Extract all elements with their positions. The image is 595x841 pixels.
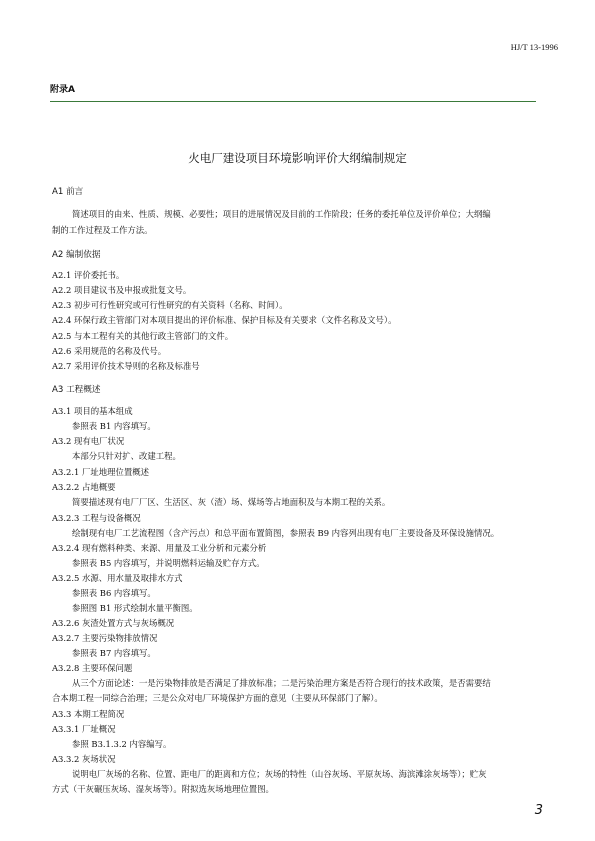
list-item: A2.1 评价委托书。 xyxy=(52,270,125,280)
subsection-heading: A3.3.2 灰场状况 xyxy=(52,754,116,764)
document-title: 火电厂建设项目环境影响评价大纲编制规定 xyxy=(188,151,407,165)
appendix-label: 附录A xyxy=(50,85,75,95)
body-line: 方式（干灰碾压灰场、湿灰场等）。附拟选灰场地理位置图。 xyxy=(52,784,274,794)
body-line: 绘制现有电厂工艺流程图（含产污点）和总平面布置简图，参照表 B9 内容列出现有电厂主要设备及环保设施情况。 xyxy=(72,528,500,538)
subsection-heading: A3.2.4 现有燃料种类、来源、用量及工业分析和元素分析 xyxy=(52,543,267,553)
list-item: A2.3 初步可行性研究或可行性研究的有关资料（名称、时间）。 xyxy=(52,300,288,310)
list-item: A2.4 环保行政主管部门对本项目提出的评价标准、保护目标及有关要求（文件名称及文号）。 xyxy=(52,315,397,325)
list-item: A2.7 采用评价技术导则的名称及标准号 xyxy=(52,361,200,371)
body-line: 参照表 B6 内容填写。 xyxy=(72,588,156,598)
body-line: 参照表 B1 内容填写。 xyxy=(72,421,156,431)
body-line: 参照表 B7 内容填写。 xyxy=(72,648,156,658)
body-line: 参照图 B1 形式绘制水量平衡图。 xyxy=(72,603,198,613)
list-item: A2.2 项目建议书及申报或批复文号。 xyxy=(52,285,192,295)
body-line: 从三个方面论述：一是污染物排放是否满足了排放标准；二是污染治理方案是否符合现行的技术政策，是否需要结 xyxy=(72,678,491,688)
body-line: 参照表 B5 内容填写，并说明燃料运输及贮存方式。 xyxy=(72,558,265,568)
body-line: 本部分只针对扩、改建工程。 xyxy=(72,451,181,461)
subsection-heading: A3.2.1 厂址地理位置概述 xyxy=(52,467,150,477)
subsection-heading: A3.2.3 工程与设备概况 xyxy=(52,513,141,523)
header-divider xyxy=(50,101,536,102)
standard-code: HJ/T 13-1996 xyxy=(510,42,558,52)
section-heading-a2: A2 编制依据 xyxy=(52,250,101,260)
section-heading-a1: A1 前言 xyxy=(52,187,84,197)
subsection-heading: A3.1 项目的基本组成 xyxy=(52,406,133,416)
list-item: A2.5 与本工程有关的其他行政主管部门的文件。 xyxy=(52,331,234,341)
body-line: 简述项目的由来、性质、规模、必要性；项目的进展情况及目前的工作阶段；任务的委托单位及评价单位；大纲编 xyxy=(72,209,491,219)
subsection-heading: A3.2.8 主要环保问题 xyxy=(52,663,133,673)
body-line: 制的工作过程及工作方法。 xyxy=(52,225,153,235)
section-heading-a3: A3 工程概述 xyxy=(52,385,101,395)
subsection-heading: A3.2 现有电厂状况 xyxy=(52,436,125,446)
body-line: 参照 B3.1.3.2 内容编写。 xyxy=(72,739,172,749)
subsection-heading: A3.2.5 水源、用水量及取排水方式 xyxy=(52,573,183,583)
subsection-heading: A3.2.7 主要污染物排放情况 xyxy=(52,633,158,643)
body-line: 说明电厂灰场的名称、位置、距电厂的距离和方位；灰场的特性（山谷灰场、平原灰场、海滨滩涂灰场等）；贮灰 xyxy=(72,769,487,779)
body-line: 简要描述现有电厂厂区、生活区、灰（渣）场、煤场等占地面积及与本期工程的关系。 xyxy=(72,497,391,507)
body-line: 合本期工程一同综合治理；三是公众对电厂环境保护方面的意见（主要从环保部门了解）。 xyxy=(52,693,383,703)
page-number: 3 xyxy=(534,803,543,818)
subsection-heading: A3.2.2 占地概要 xyxy=(52,482,116,492)
subsection-heading: A3.3 本期工程简况 xyxy=(52,709,125,719)
subsection-heading: A3.2.6 灰渣处置方式与灰场概况 xyxy=(52,618,175,628)
subsection-heading: A3.3.1 厂址概况 xyxy=(52,724,116,734)
list-item: A2.6 采用规范的名称及代号。 xyxy=(52,346,167,356)
